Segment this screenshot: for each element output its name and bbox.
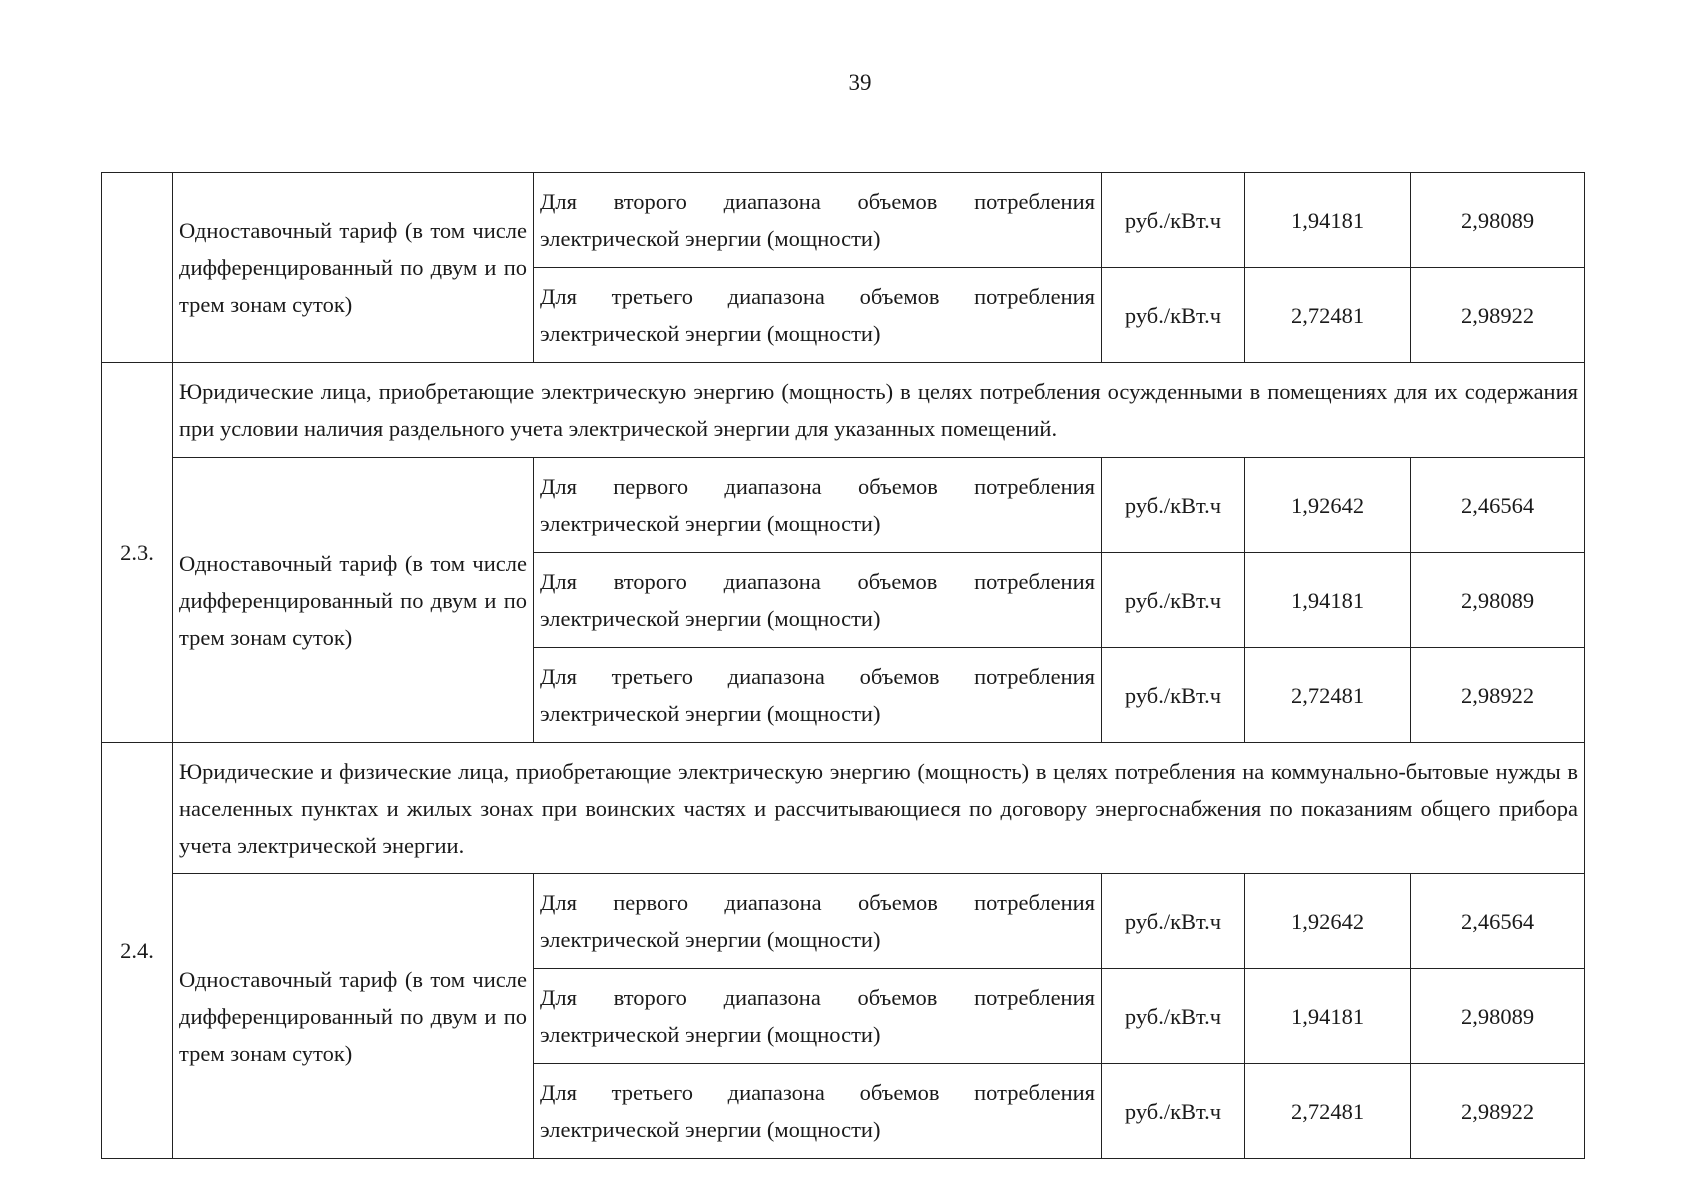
unit-cell: руб./кВт.ч <box>1102 1064 1245 1159</box>
section-number: 2.3. <box>102 363 173 743</box>
table-row <box>102 874 1585 969</box>
tariff-value-2: 2,98922 <box>1411 648 1585 743</box>
consumer-category-description: Юридические лица, приобретающие электрическую энергию (мощность) в целях потребления осужденными в помещениях для их содержания при условии наличия раздельного учета электрической энергии для указанных помещений. <box>173 363 1585 458</box>
volume-range-label: Для третьего диапазона объемов потребления электрической энергии (мощности) <box>534 648 1102 743</box>
page-number: 39 <box>848 70 872 95</box>
tariff-value-1: 1,94181 <box>1245 553 1411 648</box>
section-number <box>102 173 173 363</box>
tariff-value-1: 2,72481 <box>1245 268 1411 363</box>
volume-range-label: Для второго диапазона объемов потребления электрической энергии (мощности) <box>534 969 1102 1064</box>
unit-cell: руб./кВт.ч <box>1102 173 1245 268</box>
tariff-value-2: 2,98089 <box>1411 553 1585 648</box>
unit-cell: руб./кВт.ч <box>1102 268 1245 363</box>
unit-cell: руб./кВт.ч <box>1102 969 1245 1064</box>
tariff-value-2: 2,46564 <box>1411 874 1585 969</box>
section-number: 2.4. <box>102 743 173 1159</box>
volume-range-label: Для третьего диапазона объемов потребления электрической энергии (мощности) <box>534 1064 1102 1159</box>
table-row <box>102 458 1585 553</box>
tariff-type-label: Одноставочный тариф (в том числе дифференцированный по двум и по трем зонам суток) <box>173 173 534 363</box>
volume-range-label: Для первого диапазона объемов потребления электрической энергии (мощности) <box>534 458 1102 553</box>
unit-cell: руб./кВт.ч <box>1102 874 1245 969</box>
table-row <box>102 363 1585 458</box>
tariff-value-1: 2,72481 <box>1245 1064 1411 1159</box>
tariff-value-1: 1,92642 <box>1245 874 1411 969</box>
volume-range-label: Для первого диапазона объемов потребления электрической энергии (мощности) <box>534 874 1102 969</box>
table-row <box>102 173 1585 268</box>
tariff-type-label: Одноставочный тариф (в том числе дифференцированный по двум и по трем зонам суток) <box>173 874 534 1159</box>
tariff-value-2: 2,46564 <box>1411 458 1585 553</box>
volume-range-label: Для второго диапазона объемов потребления электрической энергии (мощности) <box>534 553 1102 648</box>
tariff-value-2: 2,98089 <box>1411 173 1585 268</box>
unit-cell: руб./кВт.ч <box>1102 648 1245 743</box>
tariff-type-label: Одноставочный тариф (в том числе дифференцированный по двум и по трем зонам суток) <box>173 458 534 743</box>
tariff-value-1: 1,92642 <box>1245 458 1411 553</box>
tariff-value-2: 2,98922 <box>1411 1064 1585 1159</box>
unit-cell: руб./кВт.ч <box>1102 458 1245 553</box>
tariff-value-1: 1,94181 <box>1245 969 1411 1064</box>
tariff-value-1: 1,94181 <box>1245 173 1411 268</box>
volume-range-label: Для третьего диапазона объемов потребления электрической энергии (мощности) <box>534 268 1102 363</box>
tariff-value-2: 2,98922 <box>1411 268 1585 363</box>
tariff-table <box>101 172 1585 1159</box>
table-row <box>102 743 1585 874</box>
tariff-value-1: 2,72481 <box>1245 648 1411 743</box>
unit-cell: руб./кВт.ч <box>1102 553 1245 648</box>
volume-range-label: Для второго диапазона объемов потребления электрической энергии (мощности) <box>534 173 1102 268</box>
consumer-category-description: Юридические и физические лица, приобретающие электрическую энергию (мощность) в целях потребления на коммунально-бытовые нужды в населенных пунктах и жилых зонах при воинских частях и рассчитывающиеся по договору энергоснабжения по показаниям общего прибора учета электрической энергии. <box>173 743 1585 874</box>
tariff-value-2: 2,98089 <box>1411 969 1585 1064</box>
